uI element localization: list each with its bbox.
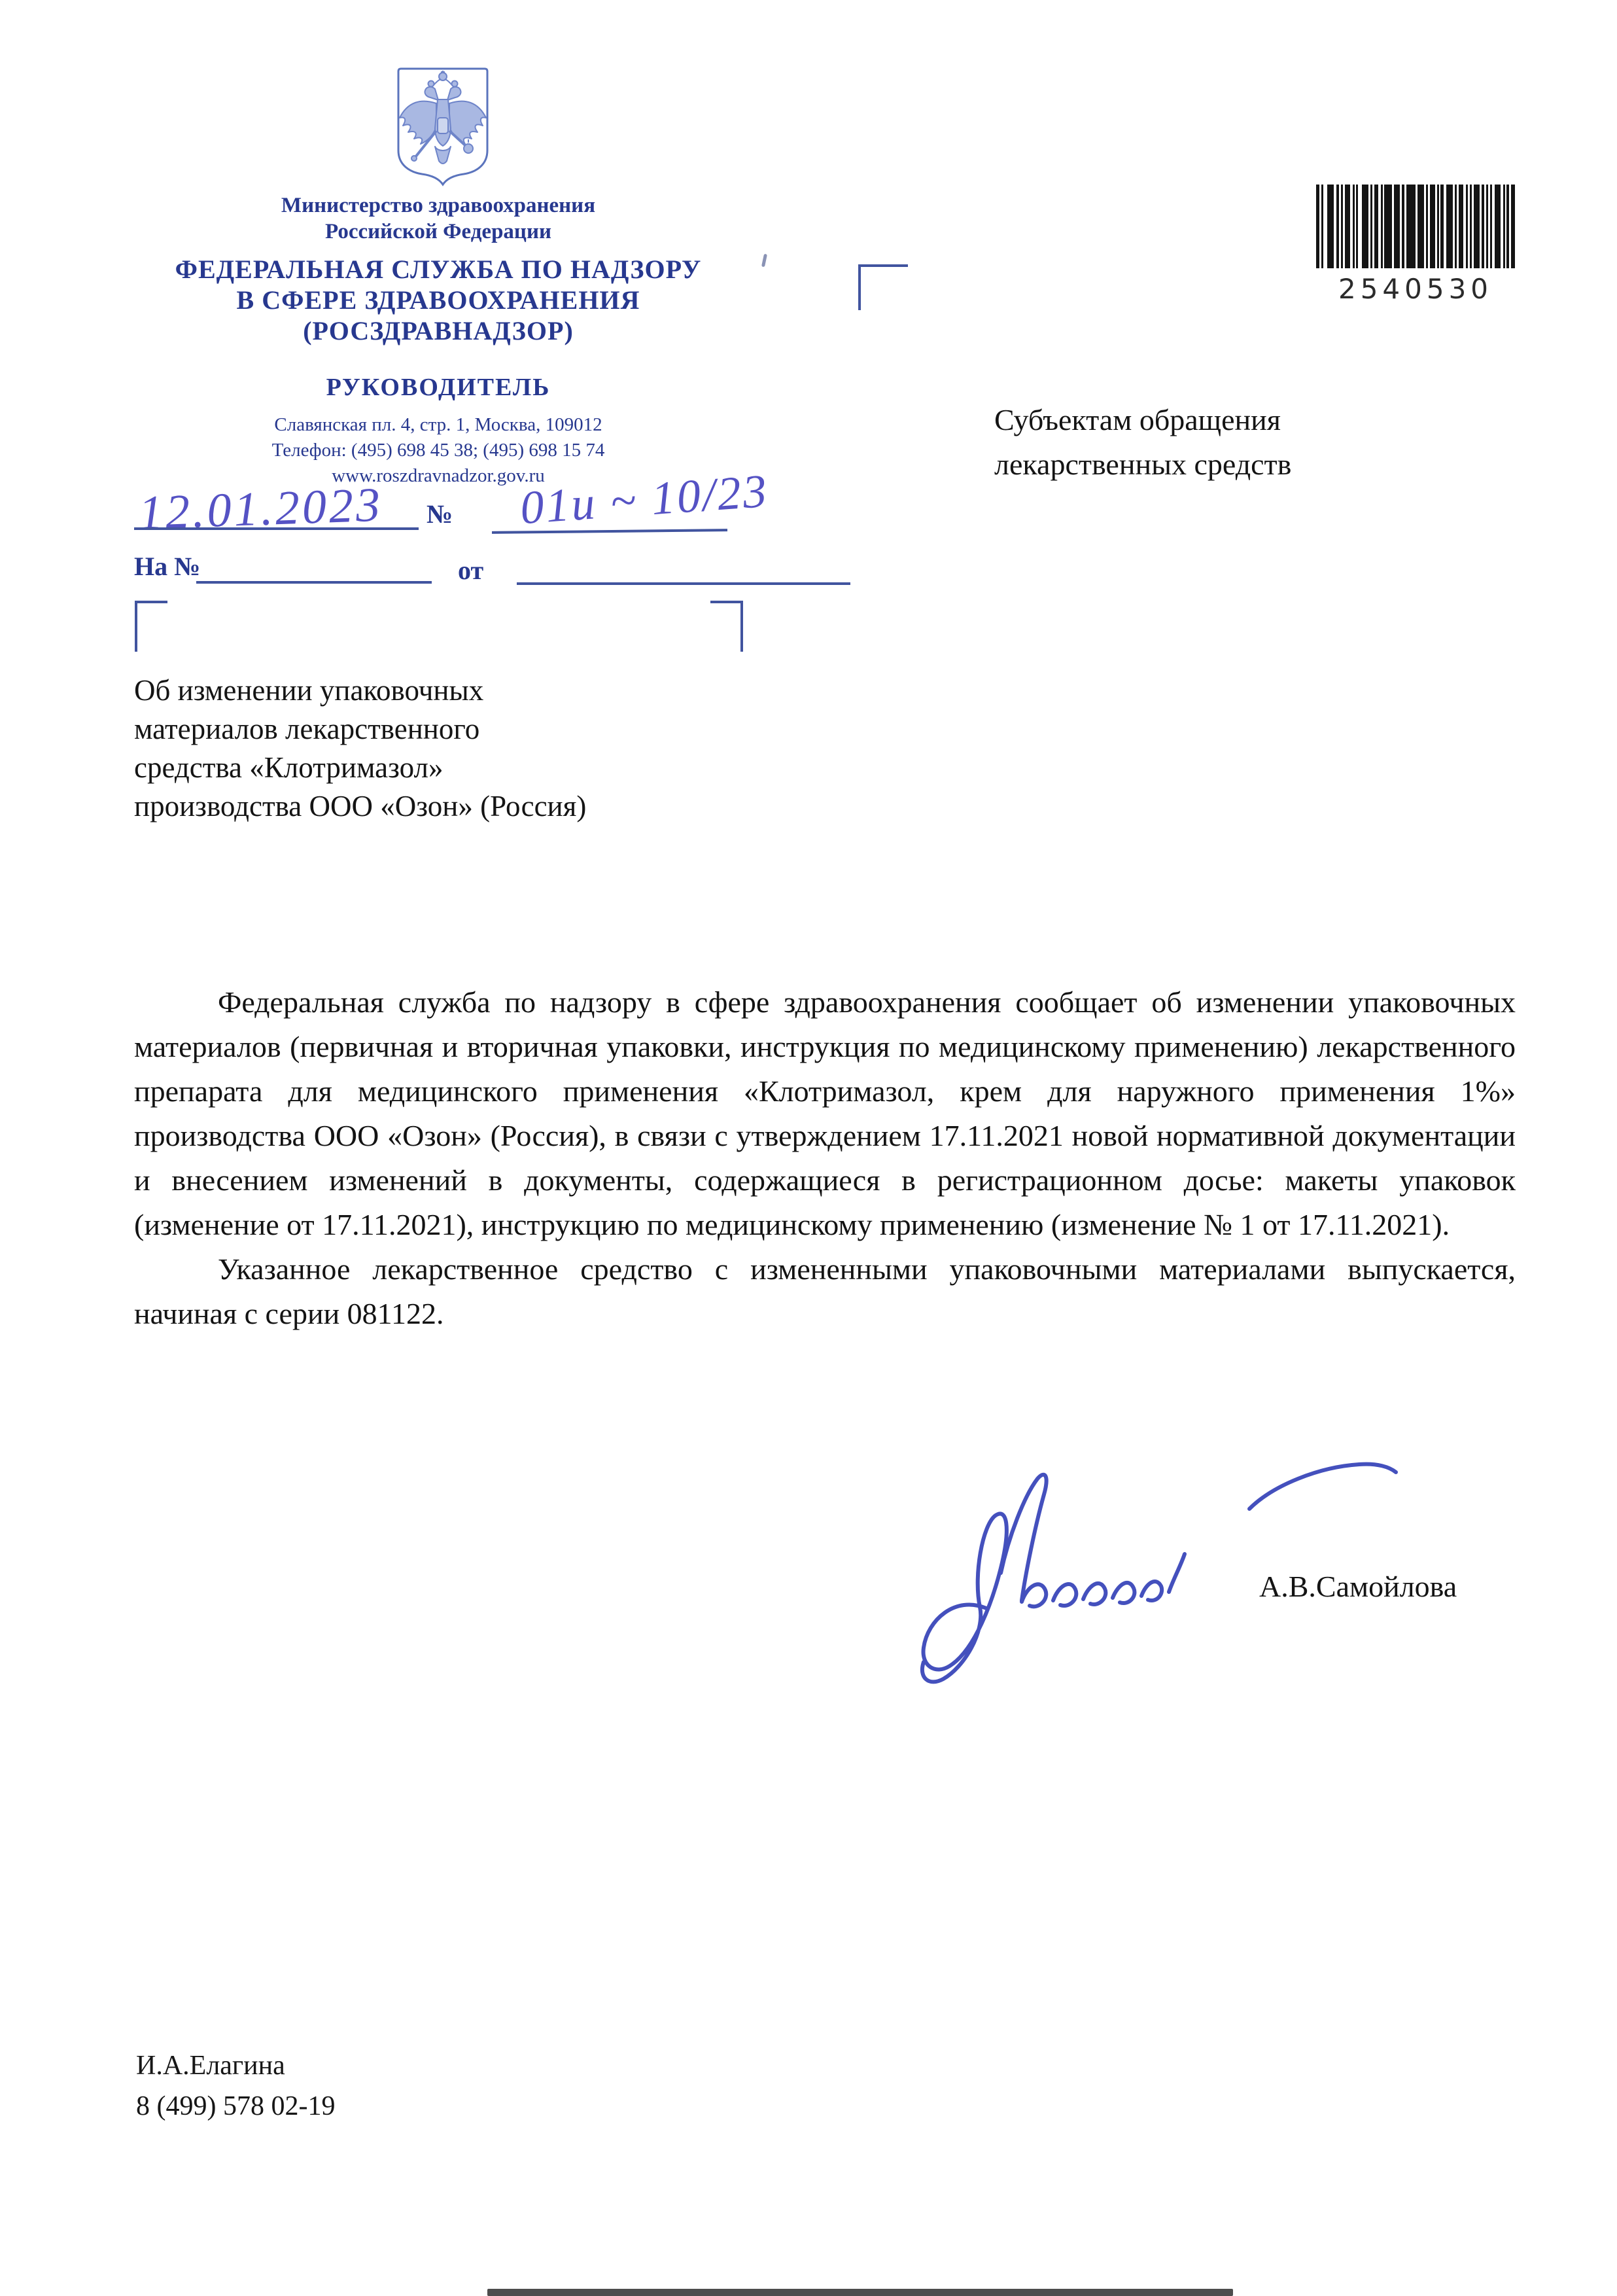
subject-block (134, 671, 762, 826)
phone-numbers: Телефон: (495) 698 45 38; (495) 698 15 74 (271, 440, 605, 461)
coat-of-arms-emblem (391, 65, 495, 188)
reply-number-label: На № (134, 552, 201, 581)
postal-address: Славянская пл. 4, стр. 1, Москва, 109012 (274, 414, 602, 435)
barcode (1316, 185, 1515, 268)
letter-body (134, 980, 1516, 1336)
date-underline (134, 527, 419, 530)
subject-line1: Об изменении упаковочных (134, 674, 484, 707)
subject-corner-mark-right (710, 601, 743, 652)
addressee-corner-mark (858, 264, 908, 310)
scan-artifact-mark (761, 254, 767, 268)
subject-line4: производства ООО «Озон» (Россия) (134, 790, 587, 822)
subject-corner-mark-left (135, 601, 167, 652)
handwritten-date: 12.01.2023 (137, 478, 384, 540)
subject-line2: материалов лекарственного (134, 713, 480, 745)
number-sign: № (426, 499, 453, 529)
addressee-line1: Субъектам обращения (994, 403, 1281, 436)
ministry-line1: Министерство здравоохранения (281, 194, 596, 217)
executor-phone: 8 (499) 578 02-19 (136, 2091, 336, 2121)
reply-date-label: от (458, 556, 484, 585)
addressee-line2: лекарственных средств (994, 448, 1292, 481)
service-line3: (РОСЗДРАВНАДЗОР) (303, 316, 574, 345)
barcode-number: 2540530 (1338, 273, 1493, 305)
handwritten-outgoing-number: 01и ~ 10/23 (518, 464, 771, 535)
reply-number-underline (196, 581, 432, 584)
service-line2: В СФЕРЕ ЗДРАВООХРАНЕНИЯ (236, 285, 640, 315)
scan-edge-artifact (487, 2289, 1233, 2296)
position-title: РУКОВОДИТЕЛЬ (326, 374, 551, 401)
signatory-name: А.В.Самойлова (1259, 1570, 1457, 1603)
addressee-block (994, 398, 1491, 487)
barcode-block (1316, 185, 1515, 305)
ministry-line2: Российской Федерации (325, 220, 551, 243)
subject-line3: средства «Клотримазол» (134, 751, 443, 784)
executor-block (136, 2045, 335, 2127)
reply-date-underline (517, 582, 850, 585)
website-url: www.roszdravnadzor.gov.ru (332, 465, 545, 486)
service-name (131, 254, 746, 346)
executor-name: И.А.Елагина (136, 2051, 285, 2081)
body-paragraph-1: Федеральная служба по надзору в сфере здравоохранения сообщает об изменении упаковочных материалов (первичная и вторичная упаковки, инструкция по медицинскому применению) лекарственного препарата для медицинского применения «Клотримазол, крем для наружного применения 1%» производства ООО «Озон» (Россия), в связи с утверждением 17.11.2021 новой нормативной документации и внесением изменений в документы, содержащиеся в регистрационном досье: макеты упаковок (изменение от 17.11.2021), инструкцию по медицинскому применению (изменение № 1 от 17.11.2021). (134, 985, 1516, 1241)
ministry-name (131, 192, 746, 245)
body-paragraph-2: Указанное лекарственное средство с измененными упаковочными материалами выпускается, начиная с серии 081122. (134, 1252, 1516, 1330)
service-line1: ФЕДЕРАЛЬНАЯ СЛУЖБА ПО НАДЗОРУ (175, 255, 702, 284)
